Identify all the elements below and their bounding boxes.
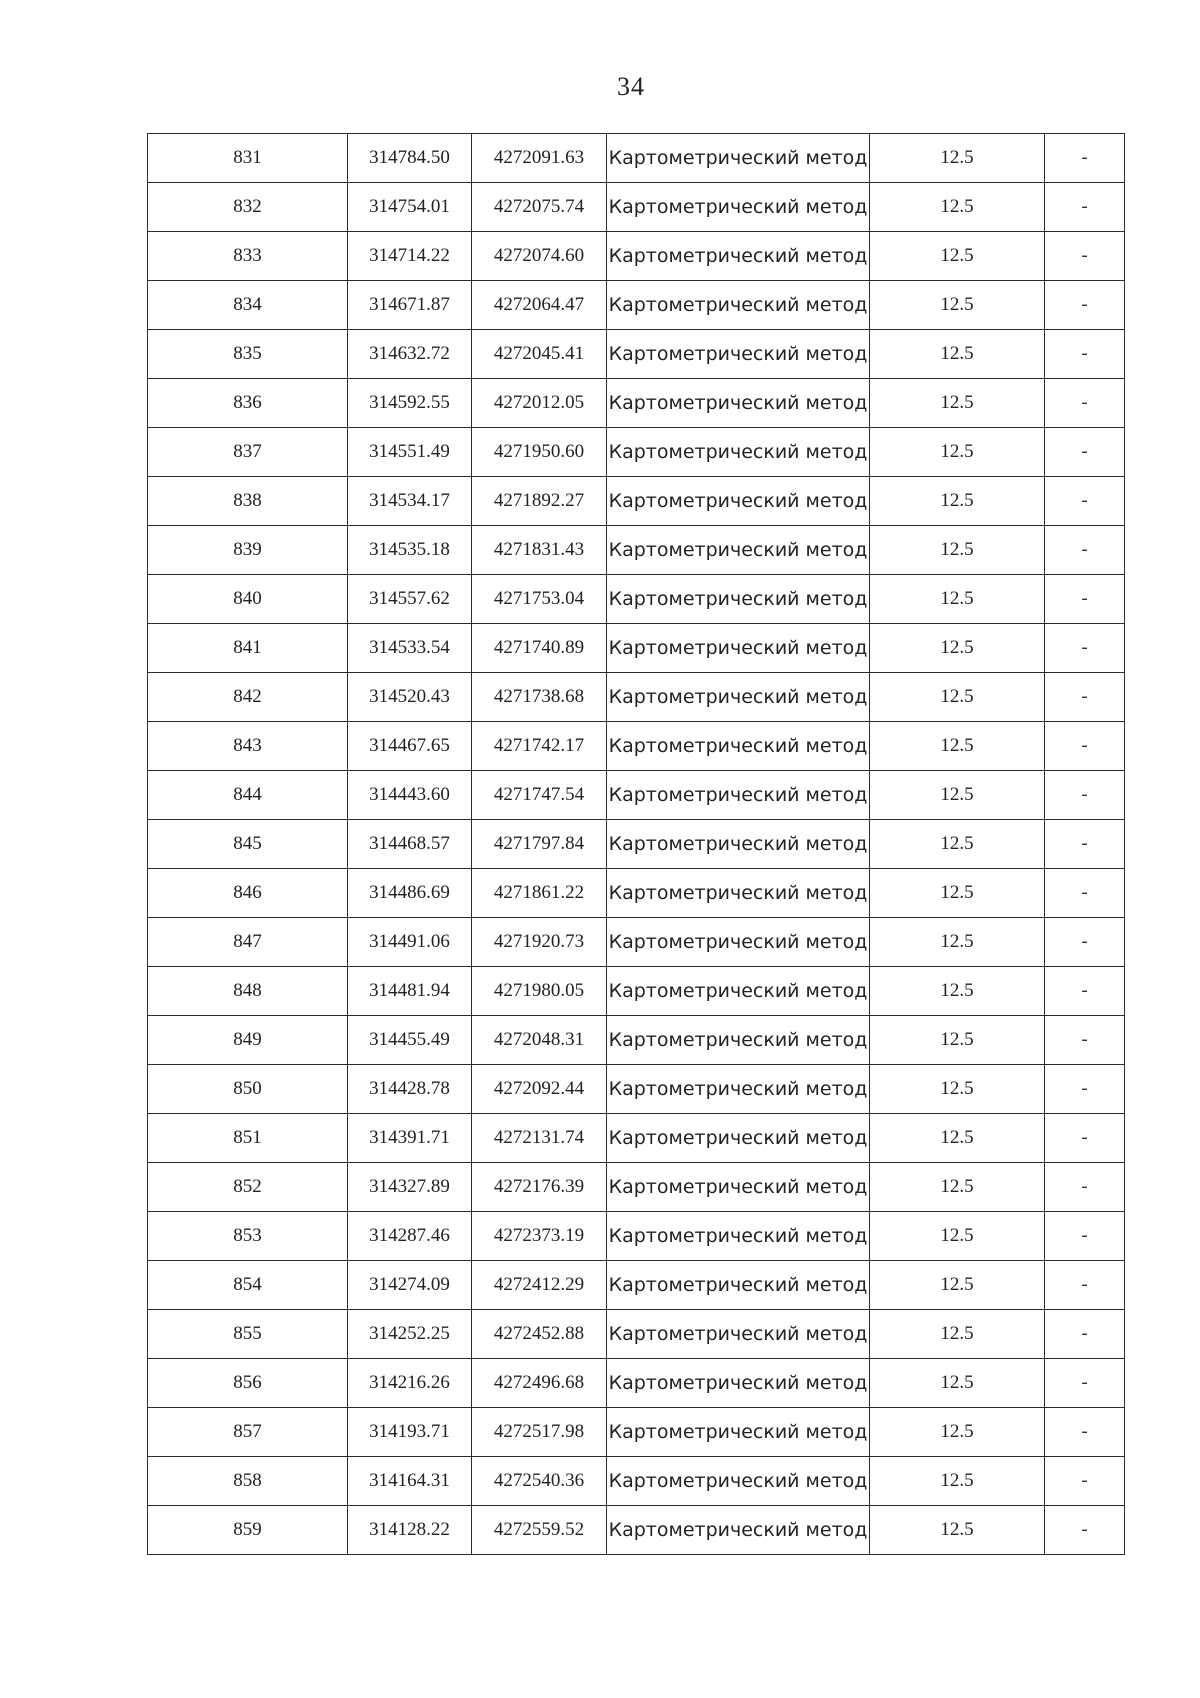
y-coordinate-cell: 4272496.68 — [472, 1359, 607, 1408]
point-number-cell: 842 — [148, 673, 348, 722]
note-cell: - — [1045, 1114, 1125, 1163]
x-coordinate-cell: 314486.69 — [348, 869, 472, 918]
table-row — [148, 1310, 1125, 1359]
method-cell: Картометрический метод — [607, 673, 870, 722]
point-number-cell: 833 — [148, 232, 348, 281]
y-coordinate-cell: 4272012.05 — [472, 379, 607, 428]
table-row — [148, 1457, 1125, 1506]
method-cell: Картометрический метод — [607, 1212, 870, 1261]
table-row — [148, 183, 1125, 232]
method-cell: Картометрический метод — [607, 967, 870, 1016]
accuracy-cell: 12.5 — [870, 673, 1045, 722]
note-cell: - — [1045, 722, 1125, 771]
x-coordinate-cell: 314520.43 — [348, 673, 472, 722]
accuracy-cell: 12.5 — [870, 869, 1045, 918]
method-cell: Картометрический метод — [607, 1065, 870, 1114]
page-number: 34 — [617, 72, 645, 101]
accuracy-cell: 12.5 — [870, 1016, 1045, 1065]
note-cell: - — [1045, 624, 1125, 673]
x-coordinate-cell: 314535.18 — [348, 526, 472, 575]
point-number-cell: 841 — [148, 624, 348, 673]
note-cell: - — [1045, 1359, 1125, 1408]
note-cell: - — [1045, 771, 1125, 820]
y-coordinate-cell: 4271740.89 — [472, 624, 607, 673]
coordinates-table-body — [148, 134, 1125, 1555]
method-cell: Картометрический метод — [607, 624, 870, 673]
method-cell: Картометрический метод — [607, 1261, 870, 1310]
point-number-cell: 837 — [148, 428, 348, 477]
accuracy-cell: 12.5 — [870, 1359, 1045, 1408]
table-row — [148, 1163, 1125, 1212]
method-cell: Картометрический метод — [607, 1408, 870, 1457]
x-coordinate-cell: 314391.71 — [348, 1114, 472, 1163]
y-coordinate-cell: 4272373.19 — [472, 1212, 607, 1261]
x-coordinate-cell: 314592.55 — [348, 379, 472, 428]
note-cell: - — [1045, 869, 1125, 918]
accuracy-cell: 12.5 — [870, 281, 1045, 330]
point-number-cell: 851 — [148, 1114, 348, 1163]
y-coordinate-cell: 4271920.73 — [472, 918, 607, 967]
note-cell: - — [1045, 967, 1125, 1016]
table-row — [148, 134, 1125, 183]
accuracy-cell: 12.5 — [870, 1506, 1045, 1555]
x-coordinate-cell: 314784.50 — [348, 134, 472, 183]
x-coordinate-cell: 314671.87 — [348, 281, 472, 330]
point-number-cell: 852 — [148, 1163, 348, 1212]
table-row — [148, 281, 1125, 330]
method-cell: Картометрический метод — [607, 134, 870, 183]
x-coordinate-cell: 314252.25 — [348, 1310, 472, 1359]
note-cell: - — [1045, 1065, 1125, 1114]
x-coordinate-cell: 314714.22 — [348, 232, 472, 281]
method-cell: Картометрический метод — [607, 232, 870, 281]
y-coordinate-cell: 4272048.31 — [472, 1016, 607, 1065]
note-cell: - — [1045, 232, 1125, 281]
table-row — [148, 379, 1125, 428]
y-coordinate-cell: 4271950.60 — [472, 428, 607, 477]
x-coordinate-cell: 314468.57 — [348, 820, 472, 869]
note-cell: - — [1045, 330, 1125, 379]
x-coordinate-cell: 314287.46 — [348, 1212, 472, 1261]
method-cell: Картометрический метод — [607, 722, 870, 771]
method-cell: Картометрический метод — [607, 379, 870, 428]
x-coordinate-cell: 314327.89 — [348, 1163, 472, 1212]
note-cell: - — [1045, 379, 1125, 428]
method-cell: Картометрический метод — [607, 183, 870, 232]
point-number-cell: 834 — [148, 281, 348, 330]
note-cell: - — [1045, 1408, 1125, 1457]
point-number-cell: 856 — [148, 1359, 348, 1408]
table-row — [148, 1359, 1125, 1408]
point-number-cell: 857 — [148, 1408, 348, 1457]
accuracy-cell: 12.5 — [870, 575, 1045, 624]
table-row — [148, 1065, 1125, 1114]
y-coordinate-cell: 4271738.68 — [472, 673, 607, 722]
x-coordinate-cell: 314455.49 — [348, 1016, 472, 1065]
x-coordinate-cell: 314534.17 — [348, 477, 472, 526]
accuracy-cell: 12.5 — [870, 330, 1045, 379]
method-cell: Картометрический метод — [607, 526, 870, 575]
table-row — [148, 428, 1125, 477]
point-number-cell: 847 — [148, 918, 348, 967]
note-cell: - — [1045, 1506, 1125, 1555]
accuracy-cell: 12.5 — [870, 1163, 1045, 1212]
point-number-cell: 843 — [148, 722, 348, 771]
point-number-cell: 850 — [148, 1065, 348, 1114]
x-coordinate-cell: 314557.62 — [348, 575, 472, 624]
y-coordinate-cell: 4272517.98 — [472, 1408, 607, 1457]
y-coordinate-cell: 4272074.60 — [472, 232, 607, 281]
accuracy-cell: 12.5 — [870, 183, 1045, 232]
accuracy-cell: 12.5 — [870, 1457, 1045, 1506]
y-coordinate-cell: 4272092.44 — [472, 1065, 607, 1114]
y-coordinate-cell: 4272131.74 — [472, 1114, 607, 1163]
accuracy-cell: 12.5 — [870, 232, 1045, 281]
point-number-cell: 839 — [148, 526, 348, 575]
note-cell: - — [1045, 1016, 1125, 1065]
x-coordinate-cell: 314632.72 — [348, 330, 472, 379]
accuracy-cell: 12.5 — [870, 428, 1045, 477]
y-coordinate-cell: 4272176.39 — [472, 1163, 607, 1212]
point-number-cell: 845 — [148, 820, 348, 869]
note-cell: - — [1045, 526, 1125, 575]
y-coordinate-cell: 4271980.05 — [472, 967, 607, 1016]
y-coordinate-cell: 4271831.43 — [472, 526, 607, 575]
note-cell: - — [1045, 1212, 1125, 1261]
note-cell: - — [1045, 1163, 1125, 1212]
x-coordinate-cell: 314128.22 — [348, 1506, 472, 1555]
accuracy-cell: 12.5 — [870, 1261, 1045, 1310]
table-row — [148, 232, 1125, 281]
point-number-cell: 848 — [148, 967, 348, 1016]
point-number-cell: 849 — [148, 1016, 348, 1065]
table-row — [148, 1212, 1125, 1261]
accuracy-cell: 12.5 — [870, 918, 1045, 967]
coordinates-table — [147, 133, 1125, 1555]
point-number-cell: 853 — [148, 1212, 348, 1261]
note-cell: - — [1045, 281, 1125, 330]
x-coordinate-cell: 314754.01 — [348, 183, 472, 232]
table-row — [148, 967, 1125, 1016]
method-cell: Картометрический метод — [607, 428, 870, 477]
accuracy-cell: 12.5 — [870, 1114, 1045, 1163]
y-coordinate-cell: 4272064.47 — [472, 281, 607, 330]
method-cell: Картометрический метод — [607, 1359, 870, 1408]
method-cell: Картометрический метод — [607, 477, 870, 526]
table-row — [148, 673, 1125, 722]
method-cell: Картометрический метод — [607, 869, 870, 918]
accuracy-cell: 12.5 — [870, 477, 1045, 526]
method-cell: Картометрический метод — [607, 330, 870, 379]
point-number-cell: 854 — [148, 1261, 348, 1310]
table-row — [148, 1408, 1125, 1457]
y-coordinate-cell: 4271747.54 — [472, 771, 607, 820]
method-cell: Картометрический метод — [607, 1163, 870, 1212]
note-cell: - — [1045, 477, 1125, 526]
note-cell: - — [1045, 428, 1125, 477]
y-coordinate-cell: 4272452.88 — [472, 1310, 607, 1359]
point-number-cell: 835 — [148, 330, 348, 379]
y-coordinate-cell: 4272540.36 — [472, 1457, 607, 1506]
point-number-cell: 855 — [148, 1310, 348, 1359]
x-coordinate-cell: 314193.71 — [348, 1408, 472, 1457]
method-cell: Картометрический метод — [607, 771, 870, 820]
x-coordinate-cell: 314164.31 — [348, 1457, 472, 1506]
table-row — [148, 722, 1125, 771]
x-coordinate-cell: 314443.60 — [348, 771, 472, 820]
x-coordinate-cell: 314491.06 — [348, 918, 472, 967]
y-coordinate-cell: 4271753.04 — [472, 575, 607, 624]
table-row — [148, 1016, 1125, 1065]
x-coordinate-cell: 314467.65 — [348, 722, 472, 771]
method-cell: Картометрический метод — [607, 575, 870, 624]
point-number-cell: 831 — [148, 134, 348, 183]
method-cell: Картометрический метод — [607, 1114, 870, 1163]
point-number-cell: 838 — [148, 477, 348, 526]
accuracy-cell: 12.5 — [870, 134, 1045, 183]
table-row — [148, 330, 1125, 379]
method-cell: Картометрический метод — [607, 1310, 870, 1359]
x-coordinate-cell: 314428.78 — [348, 1065, 472, 1114]
accuracy-cell: 12.5 — [870, 1212, 1045, 1261]
note-cell: - — [1045, 1310, 1125, 1359]
point-number-cell: 858 — [148, 1457, 348, 1506]
table-row — [148, 1114, 1125, 1163]
y-coordinate-cell: 4271861.22 — [472, 869, 607, 918]
table-row — [148, 820, 1125, 869]
note-cell: - — [1045, 183, 1125, 232]
note-cell: - — [1045, 673, 1125, 722]
table-row — [148, 771, 1125, 820]
y-coordinate-cell: 4271797.84 — [472, 820, 607, 869]
y-coordinate-cell: 4271742.17 — [472, 722, 607, 771]
y-coordinate-cell: 4272091.63 — [472, 134, 607, 183]
accuracy-cell: 12.5 — [870, 379, 1045, 428]
accuracy-cell: 12.5 — [870, 820, 1045, 869]
y-coordinate-cell: 4271892.27 — [472, 477, 607, 526]
table-row — [148, 1261, 1125, 1310]
note-cell: - — [1045, 820, 1125, 869]
x-coordinate-cell: 314551.49 — [348, 428, 472, 477]
accuracy-cell: 12.5 — [870, 624, 1045, 673]
note-cell: - — [1045, 575, 1125, 624]
y-coordinate-cell: 4272412.29 — [472, 1261, 607, 1310]
x-coordinate-cell: 314216.26 — [348, 1359, 472, 1408]
accuracy-cell: 12.5 — [870, 526, 1045, 575]
accuracy-cell: 12.5 — [870, 722, 1045, 771]
x-coordinate-cell: 314481.94 — [348, 967, 472, 1016]
note-cell: - — [1045, 918, 1125, 967]
method-cell: Картометрический метод — [607, 918, 870, 967]
table-row — [148, 1506, 1125, 1555]
x-coordinate-cell: 314533.54 — [348, 624, 472, 673]
method-cell: Картометрический метод — [607, 1016, 870, 1065]
table-row — [148, 869, 1125, 918]
method-cell: Картометрический метод — [607, 1506, 870, 1555]
table-row — [148, 575, 1125, 624]
y-coordinate-cell: 4272045.41 — [472, 330, 607, 379]
method-cell: Картометрический метод — [607, 281, 870, 330]
point-number-cell: 840 — [148, 575, 348, 624]
note-cell: - — [1045, 1261, 1125, 1310]
accuracy-cell: 12.5 — [870, 771, 1045, 820]
accuracy-cell: 12.5 — [870, 1408, 1045, 1457]
accuracy-cell: 12.5 — [870, 1310, 1045, 1359]
point-number-cell: 844 — [148, 771, 348, 820]
point-number-cell: 859 — [148, 1506, 348, 1555]
note-cell: - — [1045, 134, 1125, 183]
point-number-cell: 846 — [148, 869, 348, 918]
note-cell: - — [1045, 1457, 1125, 1506]
table-row — [148, 918, 1125, 967]
y-coordinate-cell: 4272075.74 — [472, 183, 607, 232]
accuracy-cell: 12.5 — [870, 967, 1045, 1016]
y-coordinate-cell: 4272559.52 — [472, 1506, 607, 1555]
x-coordinate-cell: 314274.09 — [348, 1261, 472, 1310]
table-row — [148, 477, 1125, 526]
table-row — [148, 624, 1125, 673]
table-row — [148, 526, 1125, 575]
point-number-cell: 832 — [148, 183, 348, 232]
method-cell: Картометрический метод — [607, 820, 870, 869]
method-cell: Картометрический метод — [607, 1457, 870, 1506]
accuracy-cell: 12.5 — [870, 1065, 1045, 1114]
point-number-cell: 836 — [148, 379, 348, 428]
